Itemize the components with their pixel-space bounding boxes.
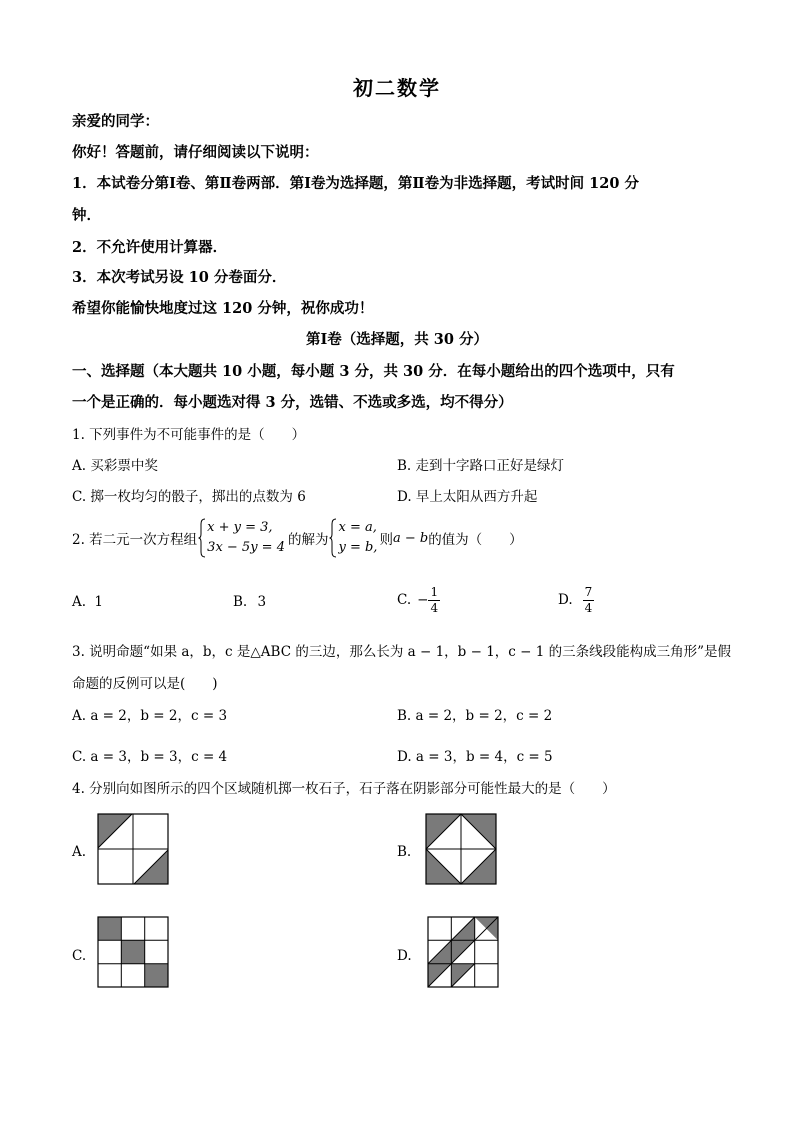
question-1-option-d: D. 早上太阳从西方升起 — [397, 489, 538, 505]
figure-c — [97, 916, 169, 988]
question-1-stem: 1. 下列事件为不可能事件的是（ ） — [72, 427, 306, 443]
option-value: 3 — [257, 594, 267, 610]
greeting: 亲爱的同学： — [72, 113, 159, 130]
question-2-suffix: 的值为（ ） — [428, 532, 523, 548]
option-label: C. — [397, 592, 412, 608]
question-3-option-c: C. a = 3，b = 3，c = 4 — [72, 749, 228, 765]
question-3-option-a: A. a = 2，b = 2，c = 3 — [72, 708, 228, 724]
page-title: 初二数学 — [353, 76, 441, 100]
fraction — [583, 585, 595, 616]
question-4-option-a-label: A. — [72, 844, 87, 860]
question-3-stem: 3. 说明命题“如果 a，b，c 是△ABC 的三边，那么长为 a − 1，b − 1，c − 1 的三条线段能构成三角形”是假 — [72, 644, 732, 660]
question-2-mid: 的解为 — [287, 532, 329, 548]
solution-1: x = a, — [338, 520, 377, 535]
equation-1: x + y = 3, — [207, 520, 273, 535]
solution-2: y = b, — [338, 540, 378, 555]
option-label: A. — [72, 594, 87, 610]
figure-b — [425, 813, 497, 885]
left-brace-icon — [329, 518, 337, 558]
question-4-option-d-label: D. — [397, 948, 412, 964]
instruction-2: 2．不允许使用计算器． — [72, 239, 228, 256]
question-2-option-d — [558, 580, 594, 620]
denominator: 4 — [584, 600, 593, 615]
question-4-option-b-label: B. — [397, 844, 412, 860]
expression: a − b — [392, 530, 429, 546]
equation-2: 3x − 5y = 4 — [207, 540, 285, 555]
section-title: 第Ⅰ卷（选择题，共 30 分） — [305, 331, 489, 348]
question-2-option-a — [72, 594, 103, 610]
section-description-cont: 一个是正确的．每小题选对得 3 分，选错、不选或多选，均不得分） — [72, 394, 513, 411]
figure-a — [97, 813, 169, 885]
question-3-option-d: D. a = 3，b = 4，c = 5 — [397, 749, 553, 765]
denominator: 4 — [430, 600, 439, 615]
equation-system — [207, 518, 285, 558]
question-1-option-c: C. 掷一枚均匀的骰子，掷出的点数为 6 — [72, 489, 306, 505]
question-2-option-c — [397, 580, 440, 620]
question-4-option-c-label: C. — [72, 948, 87, 964]
question-1-option-a: A. 买彩票中奖 — [72, 458, 158, 474]
figure-d — [427, 916, 499, 988]
fraction — [428, 585, 440, 616]
instruction-1-cont: 钟． — [72, 207, 101, 224]
wish-text: 希望你能愉快地度过这 120 分钟，祝你成功！ — [72, 300, 374, 317]
question-2-then: 则 — [379, 532, 393, 548]
intro-line: 你好！答题前，请仔细阅读以下说明： — [72, 144, 319, 161]
question-2-prefix: 2. 若二元一次方程组 — [72, 532, 198, 548]
question-2-stem — [72, 516, 523, 560]
question-1-option-b: B. 走到十字路口正好是绿灯 — [397, 458, 565, 474]
solution-system — [338, 518, 377, 558]
question-2-option-b — [233, 594, 266, 610]
left-brace-icon — [198, 518, 206, 558]
question-3-stem-cont: 命题的反例可以是( ) — [72, 676, 218, 692]
instruction-3: 3．本次考试另设 10 分卷面分． — [72, 269, 287, 286]
numerator: 1 — [430, 584, 439, 599]
section-description: 一、选择题（本大题共 10 小题，每小题 3 分，共 30 分．在每小题给出的四个选项中，只有 — [72, 363, 675, 380]
question-4-stem: 4. 分别向如图所示的四个区域随机掷一枚石子，石子落在阴影部分可能性最大的是（ ） — [72, 781, 616, 797]
option-label: D. — [558, 592, 573, 608]
instruction-1: 1．本试卷分第Ⅰ卷、第Ⅱ卷两部．第Ⅰ卷为选择题，第Ⅱ卷为非选择题，考试时间 120 分 — [72, 175, 639, 192]
option-label: B. — [233, 594, 248, 610]
option-value: 1 — [94, 594, 103, 610]
minus-sign: − — [417, 592, 429, 608]
numerator: 7 — [584, 584, 593, 599]
question-3-option-b: B. a = 2，b = 2，c = 2 — [397, 708, 553, 724]
